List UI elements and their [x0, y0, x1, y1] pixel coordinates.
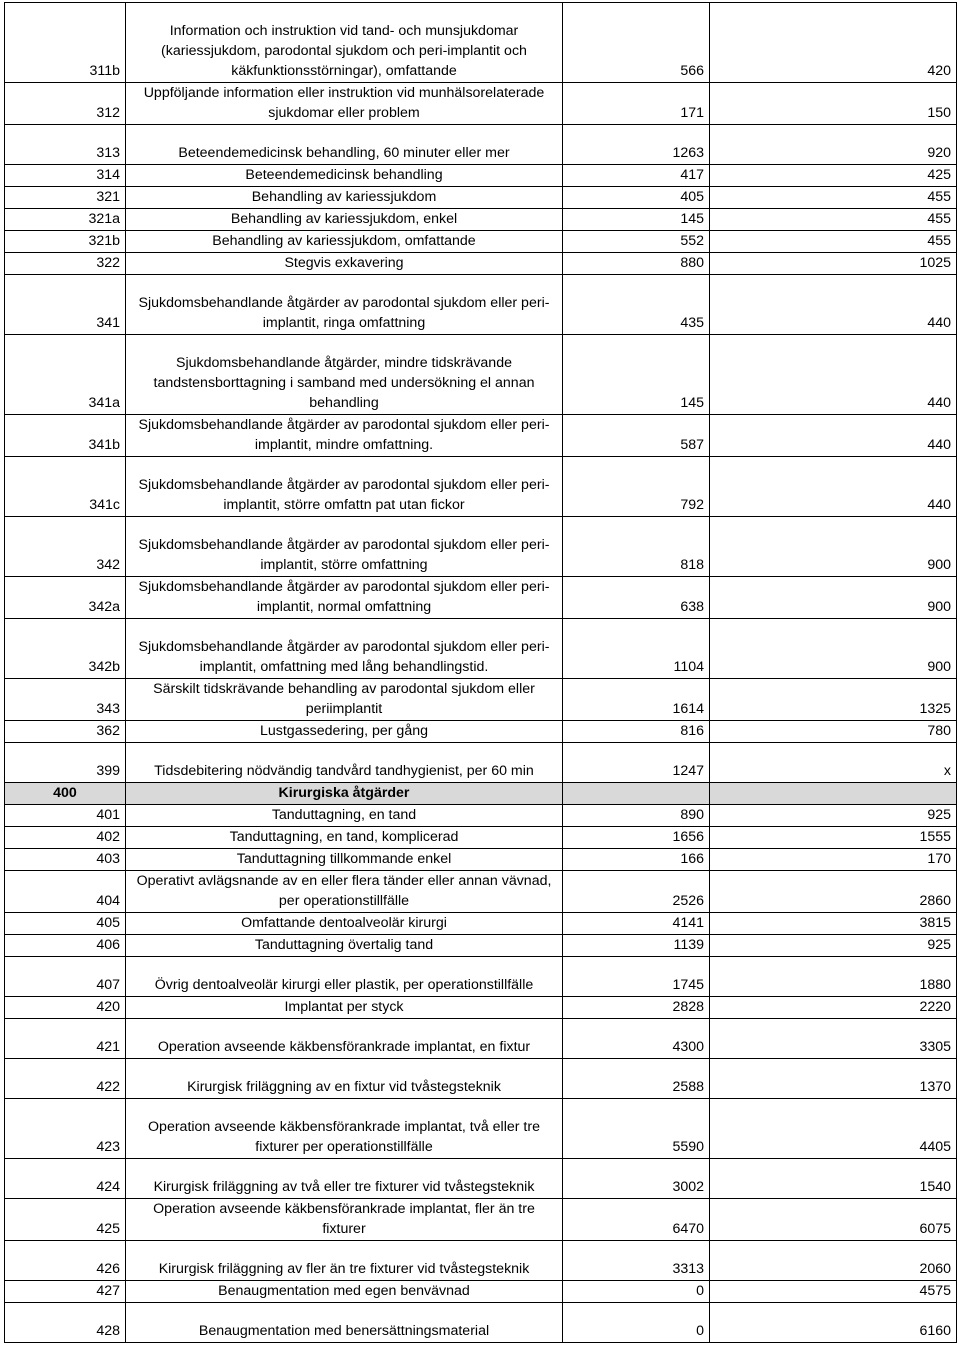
row-code: 427 [5, 1281, 126, 1303]
row-price-1: 171 [563, 83, 710, 125]
row-price-1: 145 [563, 335, 710, 415]
row-price-2: 900 [710, 517, 957, 577]
row-price-2: 1325 [710, 679, 957, 721]
row-price-2: 170 [710, 849, 957, 871]
row-price-2: 6075 [710, 1199, 957, 1241]
row-price-2 [710, 783, 957, 805]
price-table [4, 2, 957, 1343]
row-description: Övrig dentoalveolär kirurgi eller plastik, per operationstillfälle [126, 957, 563, 997]
table-row [5, 165, 957, 187]
row-description: Implantat per styck [126, 997, 563, 1019]
row-description: Behandling av kariessjukdom [126, 187, 563, 209]
row-price-1: 4141 [563, 913, 710, 935]
row-price-1: 4300 [563, 1019, 710, 1059]
row-code: 314 [5, 165, 126, 187]
row-price-1: 1104 [563, 619, 710, 679]
row-price-1: 405 [563, 187, 710, 209]
table-row [5, 743, 957, 783]
row-description: Operativt avlägsnande av en eller flera tänder eller annan vävnad, per operationstillfälle [126, 871, 563, 913]
table-row [5, 1059, 957, 1099]
table-row [5, 457, 957, 517]
row-price-2: 1880 [710, 957, 957, 997]
row-description: Tidsdebitering nödvändig tandvård tandhygienist, per 60 min [126, 743, 563, 783]
row-price-2: 1025 [710, 253, 957, 275]
row-description: Kirurgisk friläggning av två eller tre fixturer vid tvåstegsteknik [126, 1159, 563, 1199]
row-description: Kirurgiska åtgärder [126, 783, 563, 805]
row-price-1 [563, 783, 710, 805]
row-price-2: 4405 [710, 1099, 957, 1159]
table-row [5, 1241, 957, 1281]
section-header-row [5, 783, 957, 805]
row-price-2: 925 [710, 935, 957, 957]
row-code: 402 [5, 827, 126, 849]
row-price-2: 440 [710, 457, 957, 517]
row-price-2: 1540 [710, 1159, 957, 1199]
row-price-1: 890 [563, 805, 710, 827]
row-description: Operation avseende käkbensförankrade implantat, fler än tre fixturer [126, 1199, 563, 1241]
row-code: 341b [5, 415, 126, 457]
row-price-2: 420 [710, 3, 957, 83]
row-price-2: 780 [710, 721, 957, 743]
row-description: Kirurgisk friläggning av en fixtur vid tvåstegsteknik [126, 1059, 563, 1099]
row-code: 311b [5, 3, 126, 83]
row-price-1: 1745 [563, 957, 710, 997]
table-row [5, 1159, 957, 1199]
table-row [5, 1019, 957, 1059]
row-code: 424 [5, 1159, 126, 1199]
row-code: 342a [5, 577, 126, 619]
row-price-1: 166 [563, 849, 710, 871]
row-code: 426 [5, 1241, 126, 1281]
row-price-1: 6470 [563, 1199, 710, 1241]
row-code: 362 [5, 721, 126, 743]
table-row [5, 849, 957, 871]
table-row [5, 913, 957, 935]
row-description: Stegvis exkavering [126, 253, 563, 275]
row-price-1: 417 [563, 165, 710, 187]
row-description: Sjukdomsbehandlande åtgärder av parodontal sjukdom eller peri-implantit, större omfattn pat utan fickor [126, 457, 563, 517]
row-code: 420 [5, 997, 126, 1019]
row-code: 407 [5, 957, 126, 997]
row-description: Sjukdomsbehandlande åtgärder, mindre tidskrävande tandstensborttagning i samband med undersökning el annan behandling [126, 335, 563, 415]
table-row [5, 275, 957, 335]
row-description: Beteendemedicinsk behandling, 60 minuter eller mer [126, 125, 563, 165]
row-price-1: 638 [563, 577, 710, 619]
row-code: 321a [5, 209, 126, 231]
row-price-1: 1656 [563, 827, 710, 849]
row-price-1: 145 [563, 209, 710, 231]
row-price-1: 566 [563, 3, 710, 83]
row-code: 341a [5, 335, 126, 415]
table-row [5, 1303, 957, 1343]
table-row [5, 1199, 957, 1241]
row-price-1: 818 [563, 517, 710, 577]
row-price-1: 3313 [563, 1241, 710, 1281]
table-row [5, 83, 957, 125]
row-code: 405 [5, 913, 126, 935]
table-row [5, 577, 957, 619]
row-description: Benaugmentation med egen benvävnad [126, 1281, 563, 1303]
row-price-2: 2860 [710, 871, 957, 913]
row-price-1: 435 [563, 275, 710, 335]
table-row [5, 827, 957, 849]
row-code: 428 [5, 1303, 126, 1343]
row-price-2: x [710, 743, 957, 783]
table-row [5, 1099, 957, 1159]
row-price-1: 552 [563, 231, 710, 253]
row-price-2: 1370 [710, 1059, 957, 1099]
table-row [5, 253, 957, 275]
row-price-2: 4575 [710, 1281, 957, 1303]
row-description: Tanduttagning, en tand [126, 805, 563, 827]
table-row [5, 209, 957, 231]
row-description: Sjukdomsbehandlande åtgärder av parodontal sjukdom eller peri-implantit, omfattning med lång behandlingstid. [126, 619, 563, 679]
row-price-2: 455 [710, 209, 957, 231]
row-price-1: 2526 [563, 871, 710, 913]
table-row [5, 957, 957, 997]
row-price-2: 3305 [710, 1019, 957, 1059]
row-code: 425 [5, 1199, 126, 1241]
row-price-1: 1247 [563, 743, 710, 783]
row-code: 342 [5, 517, 126, 577]
row-code: 403 [5, 849, 126, 871]
table-row [5, 231, 957, 253]
row-price-1: 587 [563, 415, 710, 457]
row-description: Uppföljande information eller instruktion vid munhälsorelaterade sjukdomar eller problem [126, 83, 563, 125]
table-row [5, 125, 957, 165]
row-code: 401 [5, 805, 126, 827]
row-price-2: 1555 [710, 827, 957, 849]
row-price-2: 440 [710, 275, 957, 335]
row-description: Sjukdomsbehandlande åtgärder av parodontal sjukdom eller peri-implantit, ringa omfattning [126, 275, 563, 335]
row-price-1: 2588 [563, 1059, 710, 1099]
row-price-2: 440 [710, 335, 957, 415]
row-description: Särskilt tidskrävande behandling av parodontal sjukdom eller periimplantit [126, 679, 563, 721]
row-description: Operation avseende käkbensförankrade implantat, två eller tre fixturer per operationstillfälle [126, 1099, 563, 1159]
row-price-2: 425 [710, 165, 957, 187]
table-row [5, 187, 957, 209]
row-description: Tanduttagning, en tand, komplicerad [126, 827, 563, 849]
row-description: Omfattande dentoalveolär kirurgi [126, 913, 563, 935]
row-code: 404 [5, 871, 126, 913]
row-description: Benaugmentation med benersättningsmaterial [126, 1303, 563, 1343]
table-row [5, 997, 957, 1019]
row-price-2: 3815 [710, 913, 957, 935]
row-code: 321 [5, 187, 126, 209]
row-code: 341 [5, 275, 126, 335]
table-row [5, 1281, 957, 1303]
table-row [5, 3, 957, 83]
row-price-2: 440 [710, 415, 957, 457]
table-row [5, 517, 957, 577]
row-code: 423 [5, 1099, 126, 1159]
price-table-body [5, 3, 957, 1343]
row-price-1: 1139 [563, 935, 710, 957]
row-code: 421 [5, 1019, 126, 1059]
row-description: Kirurgisk friläggning av fler än tre fixturer vid tvåstegsteknik [126, 1241, 563, 1281]
row-code: 422 [5, 1059, 126, 1099]
row-code: 312 [5, 83, 126, 125]
row-code: 400 [5, 783, 126, 805]
row-price-1: 880 [563, 253, 710, 275]
row-price-2: 900 [710, 619, 957, 679]
table-row [5, 619, 957, 679]
row-price-1: 1263 [563, 125, 710, 165]
row-price-1: 3002 [563, 1159, 710, 1199]
row-description: Lustgassedering, per gång [126, 721, 563, 743]
row-price-2: 925 [710, 805, 957, 827]
table-row [5, 871, 957, 913]
row-description: Behandling av kariessjukdom, omfattande [126, 231, 563, 253]
row-price-1: 792 [563, 457, 710, 517]
table-row [5, 805, 957, 827]
table-row [5, 935, 957, 957]
row-description: Beteendemedicinsk behandling [126, 165, 563, 187]
row-price-2: 2060 [710, 1241, 957, 1281]
row-description: Tanduttagning tillkommande enkel [126, 849, 563, 871]
row-price-2: 2220 [710, 997, 957, 1019]
table-row [5, 679, 957, 721]
row-price-2: 150 [710, 83, 957, 125]
table-row [5, 721, 957, 743]
row-price-2: 455 [710, 231, 957, 253]
row-description: Tanduttagning övertalig tand [126, 935, 563, 957]
row-code: 341c [5, 457, 126, 517]
row-price-1: 816 [563, 721, 710, 743]
row-code: 399 [5, 743, 126, 783]
row-price-1: 0 [563, 1281, 710, 1303]
row-description: Sjukdomsbehandlande åtgärder av parodontal sjukdom eller peri-implantit, mindre omfattning. [126, 415, 563, 457]
row-code: 343 [5, 679, 126, 721]
row-price-2: 920 [710, 125, 957, 165]
row-code: 322 [5, 253, 126, 275]
row-description: Information och instruktion vid tand- och munsjukdomar (kariessjukdom, parodontal sjukdom och peri-implantit och käkfunktionsstörningar), omfattande [126, 3, 563, 83]
row-price-1: 0 [563, 1303, 710, 1343]
row-code: 342b [5, 619, 126, 679]
row-price-1: 2828 [563, 997, 710, 1019]
table-row [5, 415, 957, 457]
row-description: Sjukdomsbehandlande åtgärder av parodontal sjukdom eller peri-implantit, större omfattning [126, 517, 563, 577]
row-description: Sjukdomsbehandlande åtgärder av parodontal sjukdom eller peri-implantit, normal omfattning [126, 577, 563, 619]
row-description: Behandling av kariessjukdom, enkel [126, 209, 563, 231]
row-price-1: 5590 [563, 1099, 710, 1159]
row-price-1: 1614 [563, 679, 710, 721]
table-row [5, 335, 957, 415]
row-code: 321b [5, 231, 126, 253]
row-price-2: 900 [710, 577, 957, 619]
row-code: 313 [5, 125, 126, 165]
row-code: 406 [5, 935, 126, 957]
row-description: Operation avseende käkbensförankrade implantat, en fixtur [126, 1019, 563, 1059]
row-price-2: 455 [710, 187, 957, 209]
row-price-2: 6160 [710, 1303, 957, 1343]
